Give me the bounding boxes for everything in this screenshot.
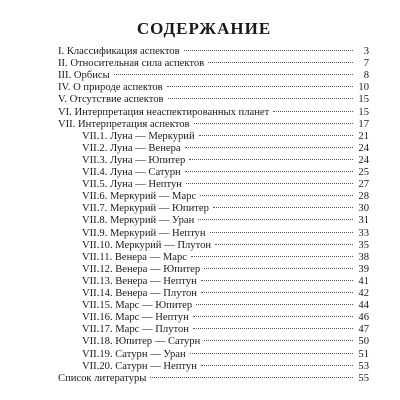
dot-leader — [200, 195, 353, 196]
dot-leader — [191, 256, 353, 257]
dot-leader — [196, 304, 353, 305]
toc-entry — [82, 336, 369, 348]
toc-entry-page: 47 — [358, 324, 369, 336]
toc-entry-label: VII.13. Венера — Нептун — [82, 275, 197, 287]
toc-entry-label: V. Отсутствие аспектов — [58, 94, 164, 106]
toc-entry — [58, 46, 369, 58]
toc-entry-page: 24 — [358, 142, 369, 154]
toc-entry-page: 42 — [358, 288, 369, 299]
dot-leader — [193, 328, 353, 329]
toc-entry-page: 17 — [358, 118, 369, 130]
toc-entry — [58, 82, 369, 94]
toc-entry-label: VII.20. Сатурн — Нептун — [82, 360, 197, 372]
toc-entry-label: VII.3. Луна — Юпитер — [82, 154, 186, 166]
dot-leader — [204, 268, 353, 269]
dot-leader — [150, 377, 353, 378]
dot-leader — [185, 171, 353, 172]
dot-leader — [273, 111, 353, 112]
toc-entry-label: VII.19. Сатурн — Уран — [82, 348, 186, 360]
toc-entry-page: 51 — [358, 348, 369, 360]
toc-entry-label: VII.4. Луна — Сатурн — [82, 167, 181, 178]
dot-leader — [201, 292, 353, 293]
toc-entry — [82, 288, 369, 300]
dot-leader — [167, 86, 353, 87]
toc-entry-label: VII.8. Меркурий — Уран — [82, 215, 195, 227]
toc-entry-page: 3 — [363, 46, 369, 57]
toc-entry — [58, 107, 369, 119]
toc-entry-page: 41 — [358, 275, 369, 287]
dot-leader — [194, 123, 353, 124]
toc-entry-label: VII.6. Меркурий — Марс — [82, 191, 197, 203]
toc-entry-page: 33 — [358, 227, 369, 239]
toc-entry — [82, 324, 369, 336]
toc-entry — [82, 155, 369, 167]
toc-entry-page: 25 — [358, 167, 369, 178]
toc-entry — [82, 167, 369, 179]
dot-leader — [201, 365, 353, 366]
toc-entry-page: 35 — [358, 239, 369, 251]
toc-entry-page: 38 — [358, 251, 369, 263]
toc-entry-page: 24 — [358, 154, 369, 166]
toc-entry-label: VII.2. Луна — Венера — [82, 142, 181, 154]
toc-entry-label: VII.15. Марс — Юпитер — [82, 300, 193, 312]
dot-leader — [185, 147, 353, 148]
toc-entry-page: 50 — [358, 336, 369, 348]
toc-entry — [82, 300, 369, 312]
toc-entry-label: VII.7. Меркурий — Юпитер — [82, 203, 209, 215]
toc-entry-label: VII.10. Меркурий — Плутон — [82, 239, 212, 251]
dot-leader — [213, 207, 353, 208]
page-title: СОДЕРЖАНИЕ — [136, 19, 272, 38]
dot-leader — [190, 353, 353, 354]
toc-entry — [58, 373, 369, 385]
toc-entry — [82, 143, 369, 155]
toc-entry-page: 15 — [358, 106, 369, 118]
dot-leader — [193, 316, 353, 317]
toc-entry — [58, 94, 369, 106]
dot-leader — [198, 219, 353, 220]
toc-entry-label: Список литературы — [58, 372, 147, 384]
toc-entry-page: 27 — [358, 179, 369, 191]
toc-entry-label: I. Классификация аспектов — [58, 46, 180, 57]
toc-entry — [82, 349, 369, 361]
dot-leader — [208, 62, 353, 63]
toc-entry-page: 21 — [358, 130, 369, 142]
toc-entry-page: 7 — [363, 58, 369, 70]
dot-leader — [210, 232, 353, 233]
toc-entry-label: VII.16. Марс — Нептун — [82, 312, 189, 324]
toc-entry — [82, 252, 369, 264]
toc-entry-label: VII.9. Меркурий — Нептун — [82, 227, 206, 239]
toc-entry-page: 30 — [358, 203, 369, 215]
toc-entry-label: VI. Интерпретация неаспектированных планет — [58, 106, 270, 118]
toc-entry — [82, 228, 369, 240]
dot-leader — [168, 98, 353, 99]
toc-entry-label: III. Орбисы — [58, 70, 110, 82]
dot-leader — [186, 183, 353, 184]
dot-leader — [204, 340, 353, 341]
toc-entry-page: 15 — [358, 94, 369, 106]
toc-entry — [82, 312, 369, 324]
toc-entry-label: IV. О природе аспектов — [58, 82, 163, 94]
dot-leader — [201, 280, 353, 281]
toc-entry-label: II. Относительная сила аспектов — [58, 58, 205, 70]
toc-entry — [82, 215, 369, 227]
toc-entry — [82, 203, 369, 215]
toc-entry-label: VII.14. Венера — Плутон — [82, 288, 197, 299]
dot-leader — [189, 159, 353, 160]
toc-entry — [82, 264, 369, 276]
toc-entry-label: VII.11. Венера — Марс — [82, 251, 188, 263]
toc-entry-page: 44 — [358, 300, 369, 312]
toc-entry — [58, 58, 369, 70]
toc-entry-label: VII.12. Венера — Юпитер — [82, 263, 201, 275]
dot-leader — [184, 50, 353, 51]
toc-entry-page: 8 — [363, 70, 369, 82]
toc-entry — [58, 119, 369, 131]
dot-leader — [215, 244, 353, 245]
toc-entry-label: VII. Интерпретация аспектов — [58, 118, 190, 130]
toc-entry — [82, 131, 369, 143]
toc-entry — [82, 361, 369, 373]
toc-entry — [82, 179, 369, 191]
toc-entry-label: VII.17. Марс — Плутон — [82, 324, 189, 336]
toc-entry-label: VII.5. Луна — Нептун — [82, 179, 182, 191]
toc-entry — [82, 191, 369, 203]
toc-entry-page: 53 — [358, 360, 369, 372]
toc-entry-page: 39 — [358, 263, 369, 275]
toc-entry-page: 31 — [358, 215, 369, 227]
dot-leader — [114, 74, 353, 75]
toc-entry — [82, 276, 369, 288]
toc-entry-page: 10 — [358, 82, 369, 94]
toc-entry — [58, 70, 369, 82]
toc-entry-label: VII.18. Юпитер — Сатурн — [82, 336, 201, 348]
toc-entry-page: 46 — [358, 312, 369, 324]
toc-entry-page: 55 — [358, 372, 369, 384]
toc-entry — [82, 240, 369, 252]
dot-leader — [199, 135, 353, 136]
toc-entry-page: 28 — [358, 191, 369, 203]
toc-entry-label: VII.1. Луна — Меркурий — [82, 130, 195, 142]
